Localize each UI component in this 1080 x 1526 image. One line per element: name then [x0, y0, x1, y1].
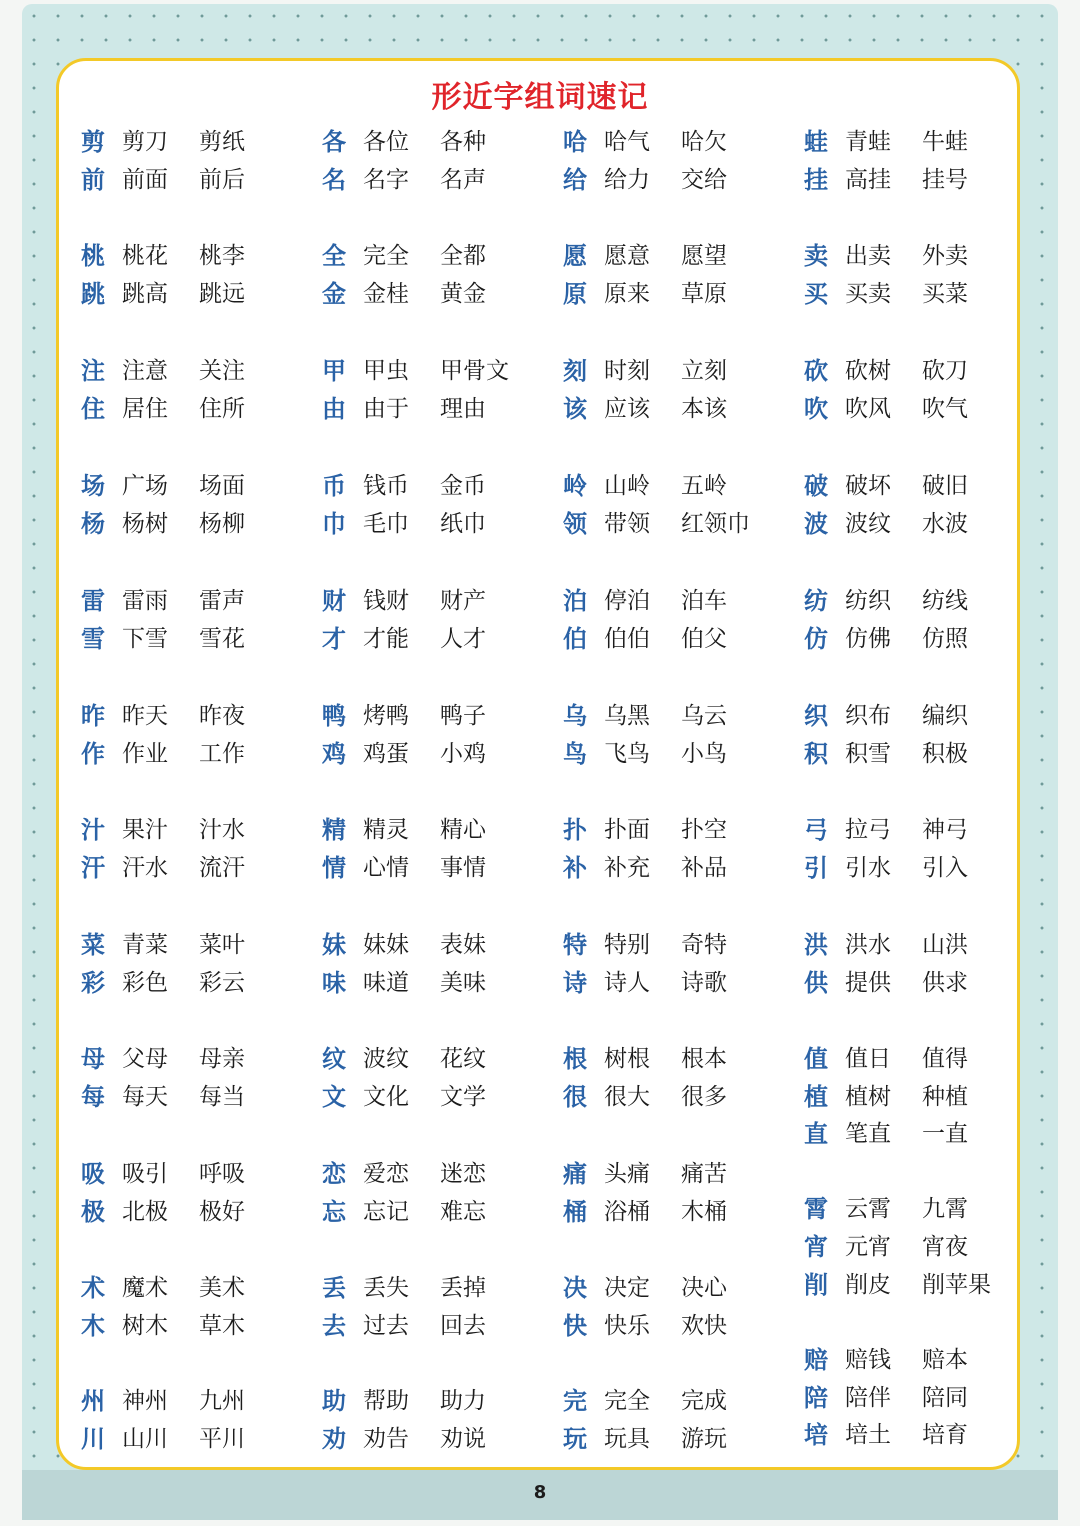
example-word: 波纹	[363, 1046, 409, 1072]
example-word: 泊车	[681, 588, 727, 614]
example-word: 山岭	[604, 473, 650, 499]
key-character: 领	[563, 509, 587, 538]
example-word: 事情	[440, 855, 486, 881]
example-word: 美味	[440, 970, 486, 996]
example-word: 帮助	[363, 1388, 409, 1414]
key-character: 州	[81, 1386, 105, 1415]
example-word: 快乐	[604, 1313, 650, 1339]
example-word: 砍刀	[922, 358, 968, 384]
example-word: 名声	[440, 167, 486, 193]
key-character: 直	[804, 1119, 828, 1148]
key-character: 给	[563, 165, 587, 194]
example-word: 纸巾	[440, 511, 486, 537]
key-character: 快	[563, 1311, 587, 1340]
example-word: 九州	[199, 1388, 245, 1414]
key-character: 昨	[81, 701, 105, 730]
example-word: 水波	[922, 511, 968, 537]
example-word: 彩云	[199, 970, 245, 996]
key-character: 哈	[563, 127, 587, 156]
key-character: 赔	[804, 1345, 828, 1374]
example-word: 一直	[922, 1121, 968, 1147]
example-word: 织布	[845, 703, 891, 729]
key-character: 木	[81, 1311, 105, 1340]
key-character: 完	[563, 1386, 587, 1415]
key-character: 币	[322, 471, 346, 500]
example-word: 吹风	[845, 396, 891, 422]
example-word: 心情	[363, 855, 409, 881]
example-word: 由于	[363, 396, 409, 422]
example-word: 树根	[604, 1046, 650, 1072]
example-word: 买菜	[922, 281, 968, 307]
example-word: 波纹	[845, 511, 891, 537]
example-word: 广场	[122, 473, 168, 499]
example-word: 钱财	[363, 588, 409, 614]
key-character: 刻	[563, 356, 587, 385]
example-word: 时刻	[604, 358, 650, 384]
example-word: 各种	[440, 129, 486, 155]
example-word: 北极	[122, 1199, 168, 1225]
example-word: 挂号	[922, 167, 968, 193]
example-word: 每当	[199, 1084, 245, 1110]
example-word: 云霄	[845, 1196, 891, 1222]
example-word: 果汁	[122, 817, 168, 843]
example-word: 停泊	[604, 588, 650, 614]
example-word: 山川	[122, 1426, 168, 1452]
example-word: 扑空	[681, 817, 727, 843]
key-character: 巾	[322, 509, 346, 538]
example-word: 玩具	[604, 1426, 650, 1452]
example-word: 给力	[604, 167, 650, 193]
example-word: 仿佛	[845, 626, 891, 652]
example-word: 牛蛙	[922, 129, 968, 155]
key-character: 劝	[322, 1424, 346, 1453]
example-word: 五岭	[681, 473, 727, 499]
example-word: 父母	[122, 1046, 168, 1072]
example-word: 欢快	[681, 1313, 727, 1339]
example-word: 昨夜	[199, 703, 245, 729]
key-character: 扑	[563, 815, 587, 844]
example-word: 元宵	[845, 1234, 891, 1260]
example-word: 爱恋	[363, 1161, 409, 1187]
key-character: 鸡	[322, 739, 346, 768]
key-character: 吹	[804, 394, 828, 423]
example-word: 精心	[440, 817, 486, 843]
example-word: 金币	[440, 473, 486, 499]
key-character: 供	[804, 968, 828, 997]
example-word: 赔本	[922, 1347, 968, 1373]
example-word: 鸡蛋	[363, 741, 409, 767]
example-word: 树木	[122, 1313, 168, 1339]
key-character: 培	[804, 1420, 828, 1449]
example-word: 杨柳	[199, 511, 245, 537]
example-word: 前后	[199, 167, 245, 193]
example-word: 值得	[922, 1046, 968, 1072]
key-character: 忘	[322, 1197, 346, 1226]
key-character: 去	[322, 1311, 346, 1340]
example-word: 妹妹	[363, 932, 409, 958]
example-word: 削皮	[845, 1272, 891, 1298]
example-word: 劝说	[440, 1426, 486, 1452]
example-word: 美术	[199, 1275, 245, 1301]
example-word: 青菜	[122, 932, 168, 958]
key-character: 引	[804, 853, 828, 882]
example-word: 培土	[845, 1422, 891, 1448]
key-character: 情	[322, 853, 346, 882]
example-word: 神弓	[922, 817, 968, 843]
example-word: 神州	[122, 1388, 168, 1414]
example-word: 带领	[604, 511, 650, 537]
example-word: 本该	[681, 396, 727, 422]
example-word: 积极	[922, 741, 968, 767]
example-word: 仿照	[922, 626, 968, 652]
example-word: 哈气	[604, 129, 650, 155]
example-word: 每天	[122, 1084, 168, 1110]
example-word: 表妹	[440, 932, 486, 958]
example-word: 补充	[604, 855, 650, 881]
example-word: 完成	[681, 1388, 727, 1414]
example-word: 红领巾	[681, 511, 750, 537]
page-number: 8	[533, 1482, 547, 1503]
example-word: 汗水	[122, 855, 168, 881]
key-character: 妹	[322, 930, 346, 959]
example-word: 过去	[363, 1313, 409, 1339]
key-character: 桃	[81, 241, 105, 270]
example-word: 母亲	[199, 1046, 245, 1072]
example-word: 决心	[681, 1275, 727, 1301]
example-word: 雪花	[199, 626, 245, 652]
example-word: 培育	[922, 1422, 968, 1448]
example-word: 根本	[681, 1046, 727, 1072]
key-character: 霄	[804, 1194, 828, 1223]
example-word: 愿望	[681, 243, 727, 269]
example-word: 诗人	[604, 970, 650, 996]
example-word: 迷恋	[440, 1161, 486, 1187]
example-word: 诗歌	[681, 970, 727, 996]
example-word: 助力	[440, 1388, 486, 1414]
example-word: 供求	[922, 970, 968, 996]
example-word: 桃李	[199, 243, 245, 269]
example-word: 完全	[604, 1388, 650, 1414]
example-word: 拉弓	[845, 817, 891, 843]
example-word: 交给	[681, 167, 727, 193]
key-character: 由	[322, 394, 346, 423]
example-word: 下雪	[122, 626, 168, 652]
example-word: 极好	[199, 1199, 245, 1225]
example-word: 烤鸭	[363, 703, 409, 729]
example-word: 小鸡	[440, 741, 486, 767]
example-word: 各位	[363, 129, 409, 155]
example-word: 花纹	[440, 1046, 486, 1072]
example-word: 飞鸟	[604, 741, 650, 767]
example-word: 跳远	[199, 281, 245, 307]
key-character: 乌	[563, 701, 587, 730]
key-character: 很	[563, 1082, 587, 1111]
example-word: 跳高	[122, 281, 168, 307]
example-word: 头痛	[604, 1161, 650, 1187]
example-word: 陪伴	[845, 1385, 891, 1411]
example-word: 小鸟	[681, 741, 727, 767]
example-word: 出卖	[845, 243, 891, 269]
example-word: 浴桶	[604, 1199, 650, 1225]
key-character: 恋	[322, 1159, 346, 1188]
key-character: 鸟	[563, 739, 587, 768]
key-character: 痛	[563, 1159, 587, 1188]
example-word: 编织	[922, 703, 968, 729]
example-word: 乌云	[681, 703, 727, 729]
example-word: 值日	[845, 1046, 891, 1072]
example-word: 住所	[199, 396, 245, 422]
example-word: 完全	[363, 243, 409, 269]
example-word: 汁水	[199, 817, 245, 843]
example-word: 伯伯	[604, 626, 650, 652]
example-word: 工作	[199, 741, 245, 767]
key-character: 岭	[563, 471, 587, 500]
example-word: 文学	[440, 1084, 486, 1110]
key-character: 植	[804, 1082, 828, 1111]
example-word: 丢掉	[440, 1275, 486, 1301]
key-character: 作	[81, 739, 105, 768]
example-word: 菜叶	[199, 932, 245, 958]
key-character: 母	[81, 1044, 105, 1073]
key-character: 陪	[804, 1383, 828, 1412]
key-character: 菜	[81, 930, 105, 959]
example-word: 黄金	[440, 281, 486, 307]
key-character: 诗	[563, 968, 587, 997]
example-word: 吹气	[922, 396, 968, 422]
key-character: 洪	[804, 930, 828, 959]
example-word: 呼吸	[199, 1161, 245, 1187]
example-word: 哈欠	[681, 129, 727, 155]
example-word: 杨树	[122, 511, 168, 537]
key-character: 玩	[563, 1424, 587, 1453]
key-character: 剪	[81, 127, 105, 156]
example-word: 魔术	[122, 1275, 168, 1301]
key-character: 文	[322, 1082, 346, 1111]
example-word: 剪纸	[199, 129, 245, 155]
example-word: 特别	[604, 932, 650, 958]
example-word: 草原	[681, 281, 727, 307]
key-character: 雪	[81, 624, 105, 653]
key-character: 蛙	[804, 127, 828, 156]
key-character: 味	[322, 968, 346, 997]
key-character: 财	[322, 586, 346, 615]
example-word: 种植	[922, 1084, 968, 1110]
example-word: 买卖	[845, 281, 891, 307]
key-character: 每	[81, 1082, 105, 1111]
example-word: 前面	[122, 167, 168, 193]
example-word: 削苹果	[922, 1272, 991, 1298]
example-word: 作业	[122, 741, 168, 767]
key-character: 特	[563, 930, 587, 959]
example-word: 提供	[845, 970, 891, 996]
key-character: 精	[322, 815, 346, 844]
example-word: 游玩	[681, 1426, 727, 1452]
key-character: 织	[804, 701, 828, 730]
key-character: 鸭	[322, 701, 346, 730]
key-character: 前	[81, 165, 105, 194]
key-character: 汗	[81, 853, 105, 882]
example-word: 很大	[604, 1084, 650, 1110]
key-character: 弓	[804, 815, 828, 844]
key-character: 雷	[81, 586, 105, 615]
example-word: 笔直	[845, 1121, 891, 1147]
key-character: 补	[563, 853, 587, 882]
key-character: 彩	[81, 968, 105, 997]
example-word: 引入	[922, 855, 968, 881]
key-character: 挂	[804, 165, 828, 194]
key-character: 积	[804, 739, 828, 768]
example-word: 陪同	[922, 1385, 968, 1411]
key-character: 值	[804, 1044, 828, 1073]
page-title: 形近字组词速记	[431, 80, 649, 115]
example-word: 剪刀	[122, 129, 168, 155]
example-word: 伯父	[681, 626, 727, 652]
example-word: 立刻	[681, 358, 727, 384]
key-character: 伯	[563, 624, 587, 653]
example-word: 草木	[199, 1313, 245, 1339]
example-word: 雷雨	[122, 588, 168, 614]
key-character: 原	[563, 279, 587, 308]
example-word: 破旧	[922, 473, 968, 499]
example-word: 痛苦	[681, 1161, 727, 1187]
example-word: 九霄	[922, 1196, 968, 1222]
example-word: 甲虫	[363, 358, 409, 384]
example-word: 补品	[681, 855, 727, 881]
example-word: 全都	[440, 243, 486, 269]
example-word: 味道	[363, 970, 409, 996]
example-word: 流汗	[199, 855, 245, 881]
key-character: 丢	[322, 1273, 346, 1302]
key-character: 名	[322, 165, 346, 194]
example-word: 引水	[845, 855, 891, 881]
key-character: 破	[804, 471, 828, 500]
example-word: 难忘	[440, 1199, 486, 1225]
example-word: 才能	[363, 626, 409, 652]
key-character: 金	[322, 279, 346, 308]
example-word: 赔钱	[845, 1347, 891, 1373]
key-character: 纺	[804, 586, 828, 615]
example-word: 忘记	[363, 1199, 409, 1225]
example-word: 青蛙	[845, 129, 891, 155]
example-word: 人才	[440, 626, 486, 652]
key-character: 宵	[804, 1232, 828, 1261]
key-character: 泊	[563, 586, 587, 615]
example-word: 财产	[440, 588, 486, 614]
key-character: 杨	[81, 509, 105, 538]
example-word: 山洪	[922, 932, 968, 958]
example-word: 原来	[604, 281, 650, 307]
example-word: 愿意	[604, 243, 650, 269]
key-character: 场	[81, 471, 105, 500]
example-word: 文化	[363, 1084, 409, 1110]
example-word: 木桶	[681, 1199, 727, 1225]
example-word: 精灵	[363, 817, 409, 843]
example-word: 纺线	[922, 588, 968, 614]
example-word: 宵夜	[922, 1234, 968, 1260]
key-character: 决	[563, 1273, 587, 1302]
key-character: 根	[563, 1044, 587, 1073]
example-word: 钱币	[363, 473, 409, 499]
example-word: 彩色	[122, 970, 168, 996]
example-word: 甲骨文	[440, 358, 509, 384]
example-word: 场面	[199, 473, 245, 499]
key-character: 川	[81, 1424, 105, 1453]
example-word: 奇特	[681, 932, 727, 958]
key-character: 桶	[563, 1197, 587, 1226]
example-word: 砍树	[845, 358, 891, 384]
example-word: 关注	[199, 358, 245, 384]
example-word: 植树	[845, 1084, 891, 1110]
key-character: 住	[81, 394, 105, 423]
key-character: 吸	[81, 1159, 105, 1188]
key-character: 仿	[804, 624, 828, 653]
example-word: 雷声	[199, 588, 245, 614]
key-character: 买	[804, 279, 828, 308]
example-word: 桃花	[122, 243, 168, 269]
key-character: 愿	[563, 241, 587, 270]
key-character: 砍	[804, 356, 828, 385]
key-character: 波	[804, 509, 828, 538]
key-character: 助	[322, 1386, 346, 1415]
example-word: 平川	[199, 1426, 245, 1452]
example-word: 破坏	[845, 473, 891, 499]
example-word: 扑面	[604, 817, 650, 843]
key-character: 甲	[322, 356, 346, 385]
example-word: 居住	[122, 396, 168, 422]
example-word: 吸引	[122, 1161, 168, 1187]
example-word: 注意	[122, 358, 168, 384]
example-word: 名字	[363, 167, 409, 193]
example-word: 洪水	[845, 932, 891, 958]
example-word: 高挂	[845, 167, 891, 193]
key-character: 术	[81, 1273, 105, 1302]
example-word: 积雪	[845, 741, 891, 767]
key-character: 全	[322, 241, 346, 270]
example-word: 纺织	[845, 588, 891, 614]
example-word: 外卖	[922, 243, 968, 269]
key-character: 跳	[81, 279, 105, 308]
example-word: 金桂	[363, 281, 409, 307]
example-word: 回去	[440, 1313, 486, 1339]
key-character: 削	[804, 1270, 828, 1299]
key-character: 纹	[322, 1044, 346, 1073]
key-character: 才	[322, 624, 346, 653]
example-word: 丢失	[363, 1275, 409, 1301]
key-character: 极	[81, 1197, 105, 1226]
key-character: 汁	[81, 815, 105, 844]
example-word: 鸭子	[440, 703, 486, 729]
key-character: 该	[563, 394, 587, 423]
example-word: 很多	[681, 1084, 727, 1110]
example-word: 理由	[440, 396, 486, 422]
key-character: 卖	[804, 241, 828, 270]
example-word: 应该	[604, 396, 650, 422]
example-word: 毛巾	[363, 511, 409, 537]
key-character: 各	[322, 127, 346, 156]
example-word: 乌黑	[604, 703, 650, 729]
key-character: 注	[81, 356, 105, 385]
example-word: 决定	[604, 1275, 650, 1301]
example-word: 昨天	[122, 703, 168, 729]
example-word: 劝告	[363, 1426, 409, 1452]
